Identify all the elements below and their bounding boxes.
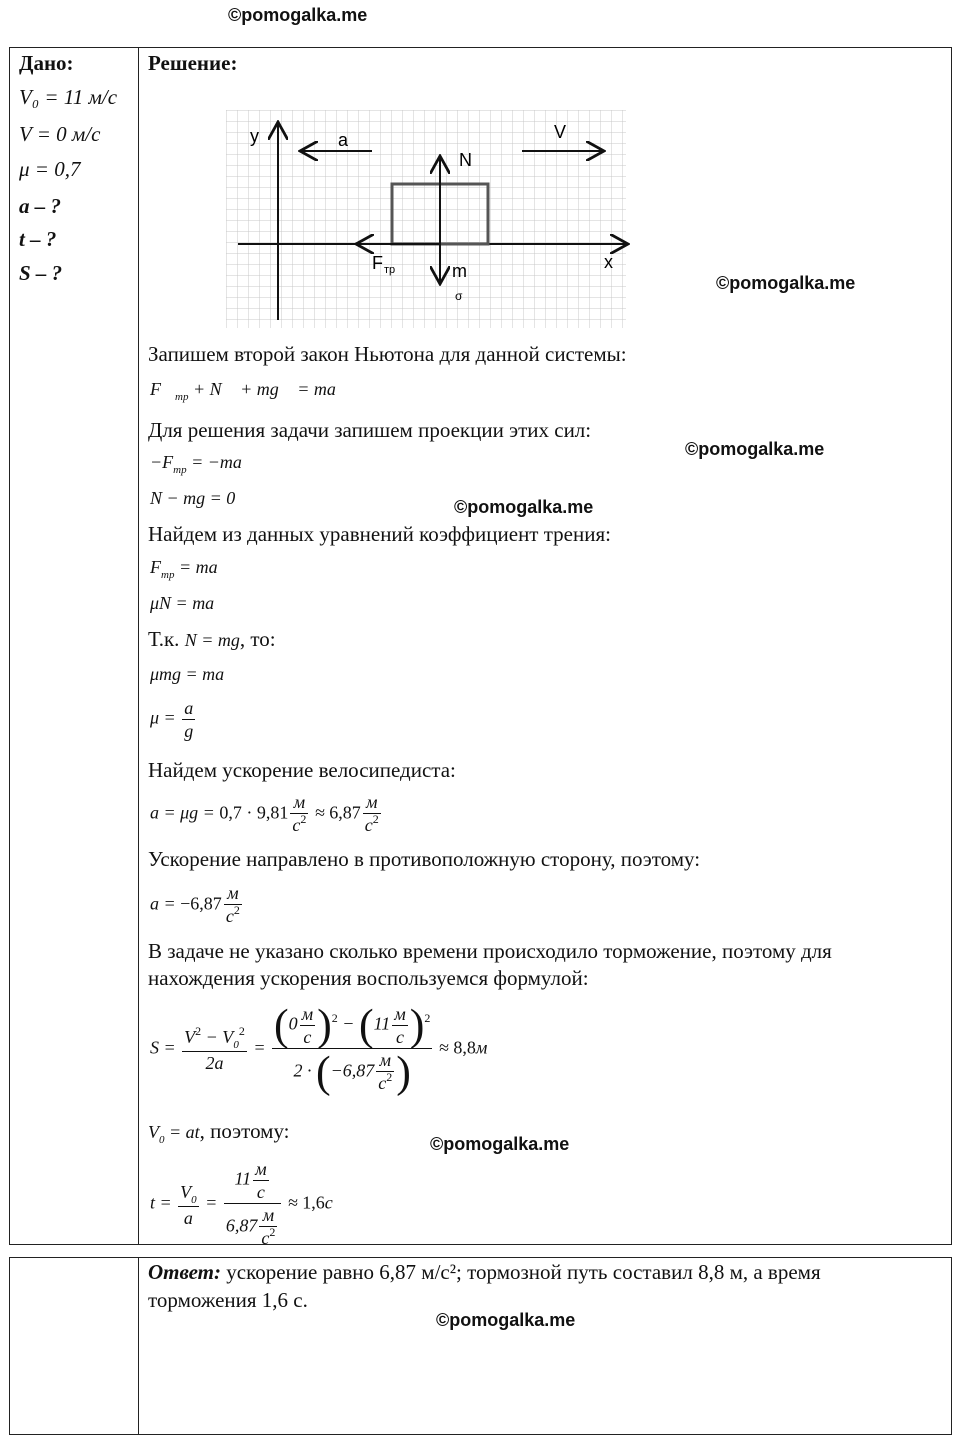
given-item: t – ? <box>19 227 57 251</box>
formula-distance: S = $\frac{V^2 - V_0^2}{2a}$ = (0 $\frac{м}{c}$ )$^2$ − (11 $\frac{м}{c}$ )$^2$ 2 · (−6,87 $\frac{м}{c^2}$ ) ≈ 8,8м <box>150 1000 488 1097</box>
given-item: μ = 0,7 <box>19 157 81 181</box>
answer-line-1 <box>148 1260 821 1285</box>
text-since: Т.к. N = mg, то: <box>148 627 276 651</box>
given-item: V₀ = 11 м/с <box>19 85 118 109</box>
watermark: ©pomogalka.me <box>436 1310 576 1330</box>
answer-label: Ответ: <box>148 1260 221 1284</box>
formula-projection-y: N − mg = 0 <box>150 488 236 508</box>
label-friction-sub: тр <box>384 264 396 276</box>
answer-text-1: ускорение равно 6,87 м/с²; тормозной путь составил 8,8 м, а время <box>226 1260 821 1284</box>
watermark: ©pomogalka.me <box>430 1134 570 1154</box>
label-a: a <box>338 130 349 150</box>
text-friction-coef: Найдем из данных уравнений коэффициент трения: <box>148 522 611 546</box>
formula-projection-x: $-F_{тр} = -ma$ <box>150 452 242 476</box>
label-sigma: σ <box>455 289 463 303</box>
label-friction: F <box>372 253 383 273</box>
text-since-post: , то: <box>239 627 276 651</box>
given-item: a – ? <box>19 194 61 218</box>
label-x: x <box>604 252 613 272</box>
text-v0-at: $V_0$ = at, поэтому: <box>148 1119 290 1146</box>
text-projections: Для решения задачи запишем проекции этих сил: <box>148 418 592 442</box>
given-item: V = 0 м/с <box>19 122 101 146</box>
force-diagram <box>226 110 634 332</box>
formula-mumg: μmg = ma <box>150 664 225 684</box>
text-newton-law: Запишем второй закон Ньютона для данной системы: <box>148 342 627 366</box>
text-since-pre: Т.к. <box>148 627 180 651</box>
formula-ftr: $F_{тр}$ = ma <box>150 557 218 581</box>
formula-newton: $F⃗_{тр}$ + N⃗ + mg⃗ = ma⃗ <box>150 379 350 403</box>
text-direction: Ускорение направлено в противоположную сторону, поэтому: <box>148 847 701 871</box>
label-y: y <box>250 126 259 146</box>
formula-mun: μN = ma <box>150 593 215 613</box>
watermark: ©pomogalka.me <box>228 5 368 25</box>
solution-heading: Решение: <box>148 51 238 75</box>
watermark: ©pomogalka.me <box>685 439 825 459</box>
given-heading: Дано: <box>19 51 74 75</box>
given-item: S – ? <box>19 261 63 285</box>
label-m: m <box>452 261 467 281</box>
watermark: ©pomogalka.me <box>454 497 594 517</box>
text-no-time-2: нахождения ускорения воспользуемся формулой: <box>148 966 589 990</box>
text-v0-post: , поэтому: <box>199 1119 290 1143</box>
text-acceleration: Найдем ускорение велосипедиста: <box>148 758 456 782</box>
formula-acceleration: a = μg = 0,7 · 9,81 $\frac{м}{c^2}$ ≈ 6,87 $\frac{м}{c^2}$ <box>150 792 379 835</box>
label-n: N <box>459 150 472 170</box>
watermark: ©pomogalka.me <box>716 273 856 293</box>
answer-text-2: торможения 1,6 с. <box>148 1288 308 1312</box>
formula-time: t = $\frac{V_0}{a}$ = 11 $\frac{м}{c}$ 6,87 $\frac{м}{c^2}$ ≈ 1,6c <box>150 1159 333 1248</box>
label-v: V <box>554 122 567 142</box>
text-no-time-1: В задаче не указано сколько времени происходило торможение, поэтому для <box>148 939 832 963</box>
formula-mu: μ = $\frac{a}{g}$ <box>150 698 194 741</box>
formula-acceleration-neg: a = −6,87 $\frac{м}{c^2}$ <box>150 883 240 926</box>
